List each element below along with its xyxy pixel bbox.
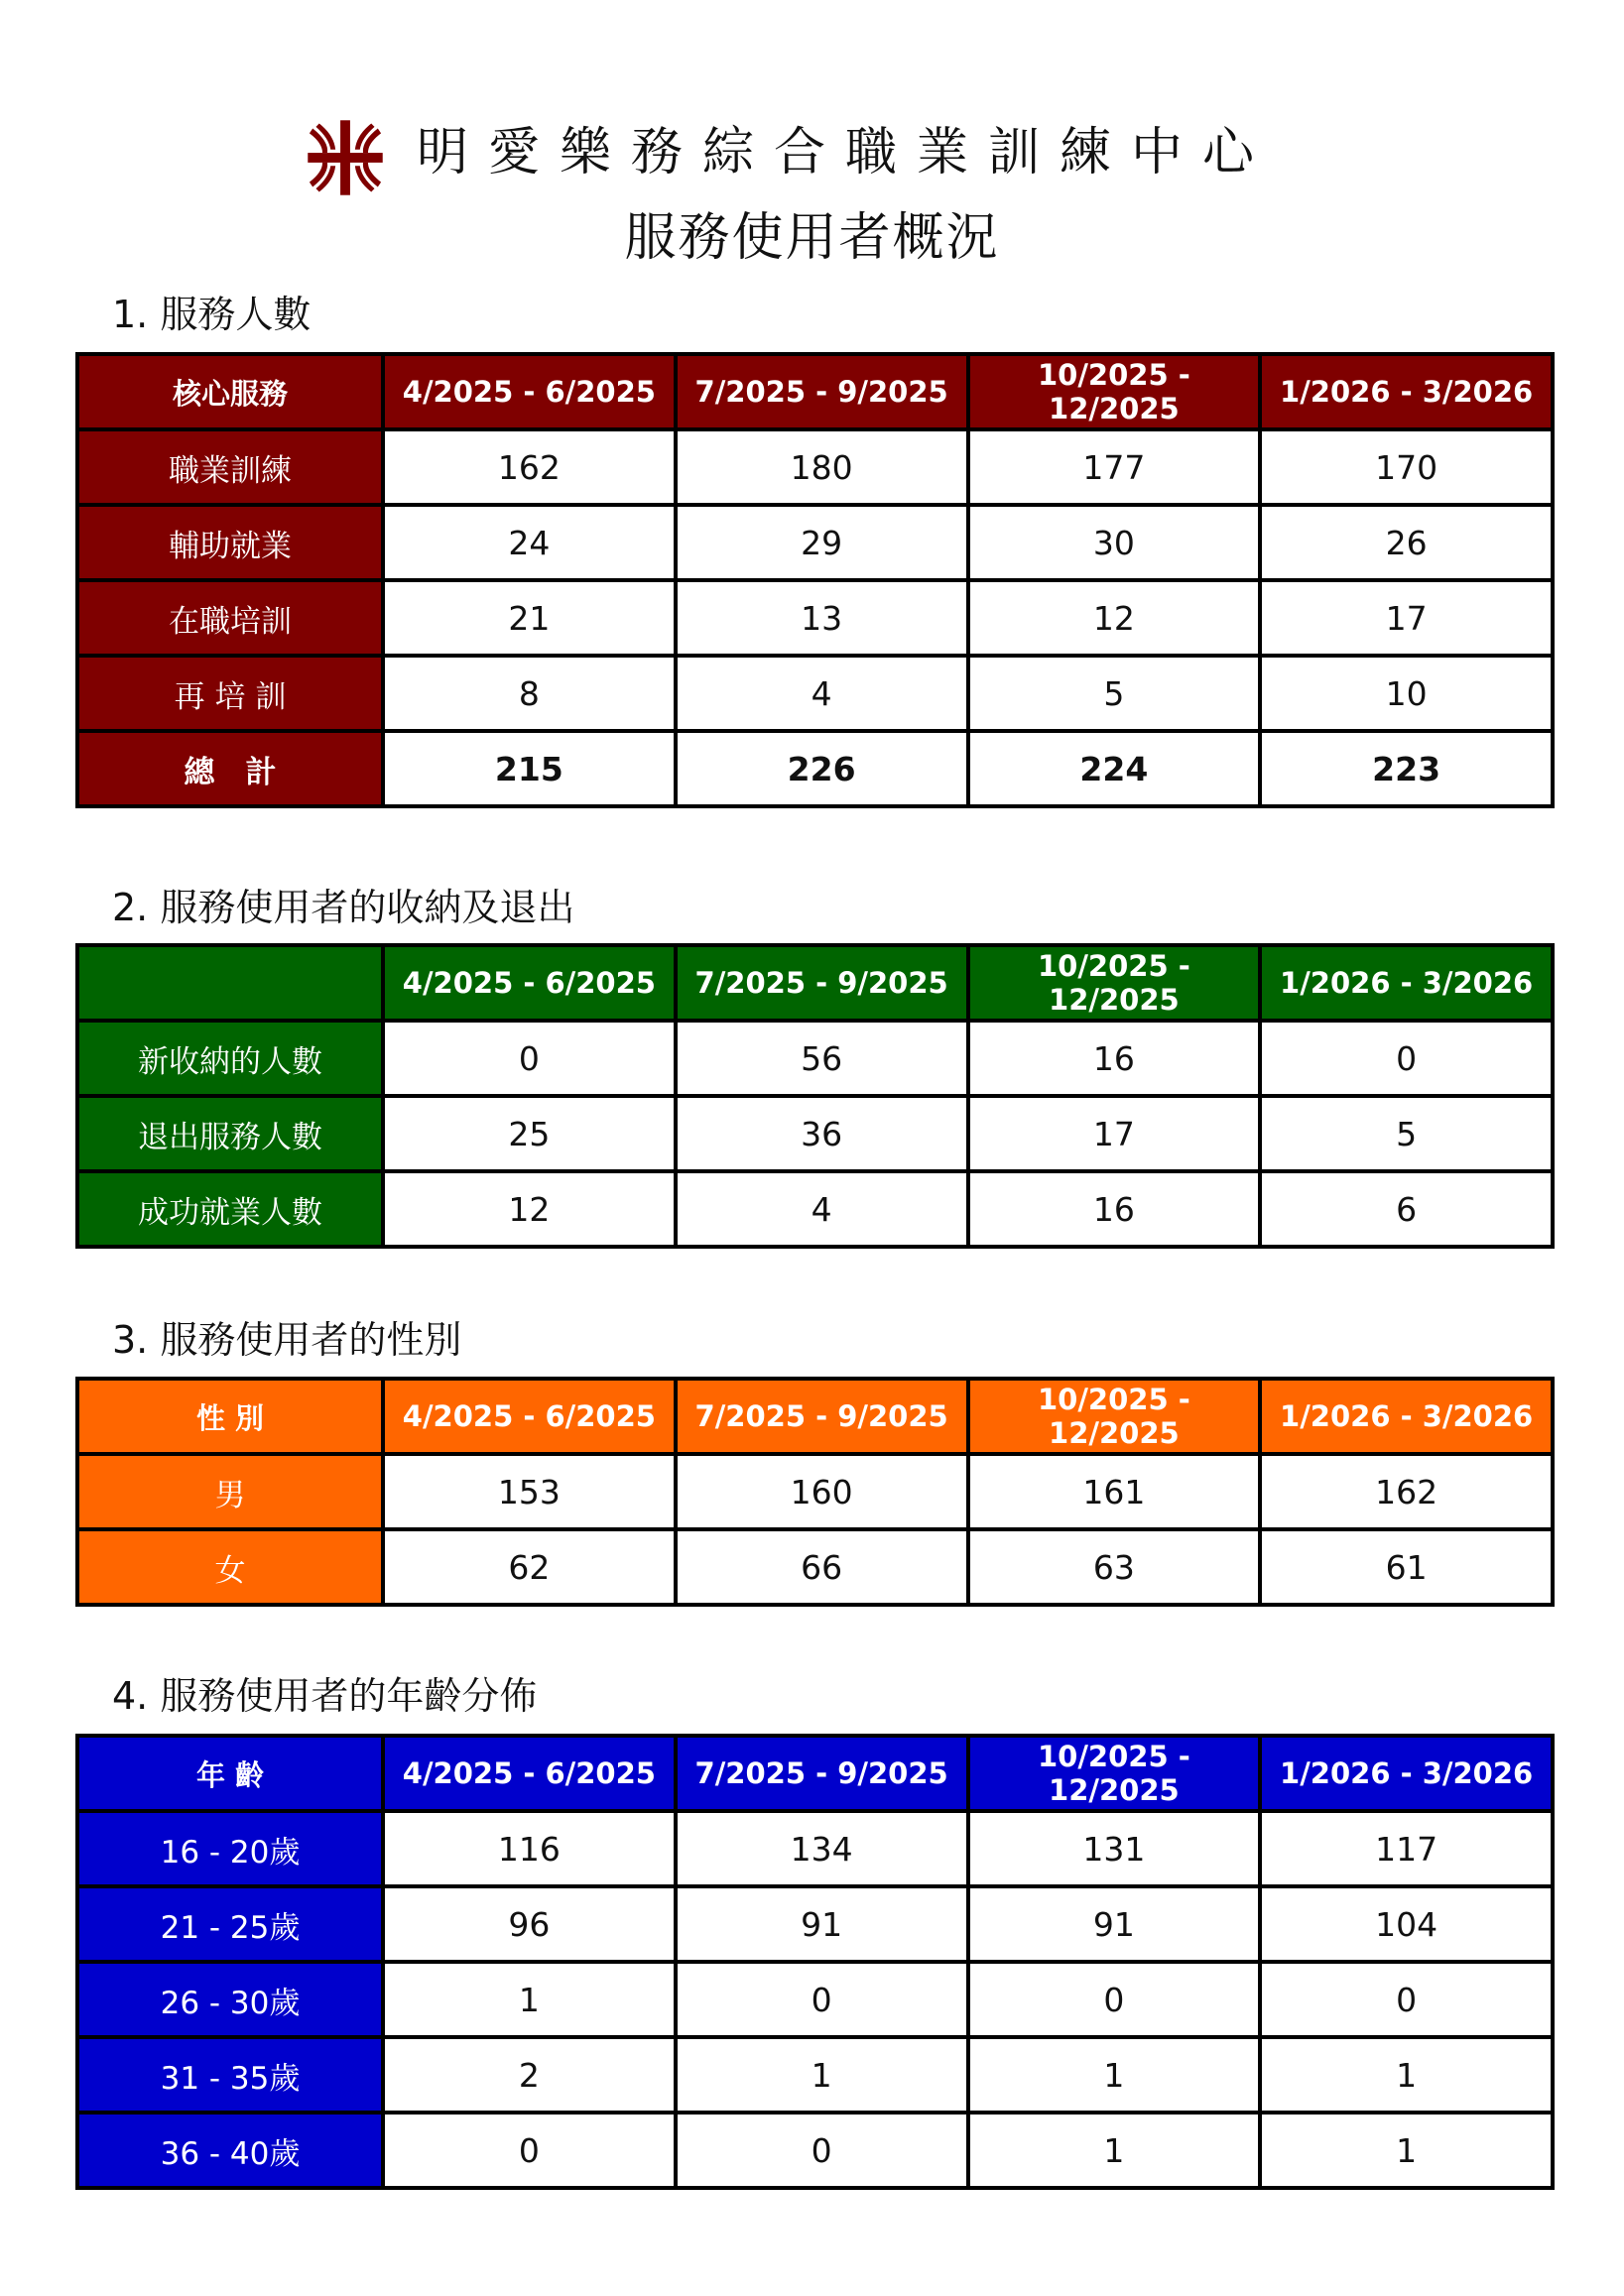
organization-name: 明愛樂務綜合職業訓練中心 (417, 123, 1275, 182)
caritas-logo-icon (305, 117, 386, 198)
table-cell: 162 (1260, 1454, 1553, 1529)
table-cell: 16 (968, 1171, 1261, 1247)
table-cell: 12 (968, 580, 1261, 656)
table-cell: 0 (383, 1021, 676, 1096)
page-header (0, 107, 1624, 315)
table-cell: 4 (676, 1171, 968, 1247)
table-cell: 104 (1260, 1886, 1553, 1962)
table-cell: 134 (676, 1811, 968, 1886)
table-cell: 0 (676, 1962, 968, 2037)
table-cell: 63 (968, 1529, 1261, 1605)
period-header: 1/2026 - 3/2026 (1260, 354, 1553, 429)
period-header: 1/2026 - 3/2026 (1260, 1379, 1553, 1454)
table-cell: 21 (383, 580, 676, 656)
table-cell: 1 (968, 2037, 1261, 2113)
table-cell: 161 (968, 1454, 1261, 1529)
table-cell: 17 (1260, 580, 1553, 656)
section-title-age: 4. 服務使用者的年齡分佈 (112, 1674, 538, 1718)
table-header-row (77, 945, 1553, 1021)
table-cell: 1 (1260, 2037, 1553, 2113)
table-cell: 96 (383, 1886, 676, 1962)
table-row (77, 2037, 1553, 2113)
table-header-row (77, 1379, 1553, 1454)
table-row (77, 1021, 1553, 1096)
period-header: 4/2025 - 6/2025 (383, 945, 676, 1021)
period-header: 4/2025 - 6/2025 (383, 1736, 676, 1811)
row-label: 退出服務人數 (77, 1096, 383, 1171)
table-row (77, 2113, 1553, 2188)
row-label: 輔助就業 (77, 505, 383, 580)
table-cell: 5 (1260, 1096, 1553, 1171)
table-cell: 91 (676, 1886, 968, 1962)
table-row (77, 1886, 1553, 1962)
period-header: 7/2025 - 9/2025 (676, 945, 968, 1021)
table-cell: 180 (676, 429, 968, 505)
table-cell: 117 (1260, 1811, 1553, 1886)
table-cell: 25 (383, 1096, 676, 1171)
table-cell: 1 (1260, 2113, 1553, 2188)
corner-header (77, 945, 383, 1021)
table-header-row (77, 1736, 1553, 1811)
table-cell: 162 (383, 429, 676, 505)
period-header: 10/2025 - 12/2025 (968, 1736, 1261, 1811)
table-row (77, 656, 1553, 731)
table-cell: 0 (1260, 1962, 1553, 2037)
table-cell: 10 (1260, 656, 1553, 731)
table-row (77, 1096, 1553, 1171)
period-header: 7/2025 - 9/2025 (676, 354, 968, 429)
table-cell: 116 (383, 1811, 676, 1886)
gender-table (75, 1377, 1555, 1607)
total-cell: 226 (676, 731, 968, 806)
row-label: 36 - 40歲 (77, 2113, 383, 2188)
row-label: 16 - 20歲 (77, 1811, 383, 1886)
table-row (77, 1962, 1553, 2037)
section-title-gender: 3. 服務使用者的性別 (112, 1318, 462, 1362)
corner-header: 核心服務 (77, 354, 383, 429)
period-header: 10/2025 - 12/2025 (968, 354, 1261, 429)
table-cell: 4 (676, 656, 968, 731)
table-header-row (77, 354, 1553, 429)
period-header: 1/2026 - 3/2026 (1260, 945, 1553, 1021)
service-count-table (75, 352, 1555, 808)
intake-exit-table (75, 943, 1555, 1249)
table-row (77, 1454, 1553, 1529)
table-cell: 12 (383, 1171, 676, 1247)
total-cell: 223 (1260, 731, 1553, 806)
table-cell: 17 (968, 1096, 1261, 1171)
corner-header: 年 齡 (77, 1736, 383, 1811)
table-row (77, 1529, 1553, 1605)
table-cell: 1 (383, 1962, 676, 2037)
table-cell: 1 (968, 2113, 1261, 2188)
row-label: 在職培訓 (77, 580, 383, 656)
table-cell: 16 (968, 1021, 1261, 1096)
period-header: 10/2025 - 12/2025 (968, 945, 1261, 1021)
table-cell: 153 (383, 1454, 676, 1529)
row-label: 男 (77, 1454, 383, 1529)
table-cell: 66 (676, 1529, 968, 1605)
row-label: 再 培 訓 (77, 656, 383, 731)
table-cell: 62 (383, 1529, 676, 1605)
period-header: 1/2026 - 3/2026 (1260, 1736, 1553, 1811)
period-header: 4/2025 - 6/2025 (383, 354, 676, 429)
section-title-intake-exit: 2. 服務使用者的收納及退出 (112, 886, 575, 929)
period-header: 7/2025 - 9/2025 (676, 1379, 968, 1454)
table-cell: 8 (383, 656, 676, 731)
table-cell: 0 (968, 1962, 1261, 2037)
table-total-row (77, 731, 1553, 806)
row-label: 21 - 25歲 (77, 1886, 383, 1962)
table-cell: 24 (383, 505, 676, 580)
age-table (75, 1734, 1555, 2190)
table-cell: 56 (676, 1021, 968, 1096)
table-row (77, 580, 1553, 656)
row-label: 新收納的人數 (77, 1021, 383, 1096)
table-cell: 170 (1260, 429, 1553, 505)
section-title-service-count: 1. 服務人數 (112, 293, 312, 336)
row-label: 31 - 35歲 (77, 2037, 383, 2113)
table-cell: 0 (1260, 1021, 1553, 1096)
total-cell: 224 (968, 731, 1261, 806)
table-cell: 13 (676, 580, 968, 656)
document-title: 服務使用者概況 (624, 208, 1000, 268)
row-label: 26 - 30歲 (77, 1962, 383, 2037)
row-label: 職業訓練 (77, 429, 383, 505)
total-cell: 215 (383, 731, 676, 806)
table-cell: 131 (968, 1811, 1261, 1886)
table-cell: 5 (968, 656, 1261, 731)
table-cell: 177 (968, 429, 1261, 505)
corner-header: 性 別 (77, 1379, 383, 1454)
period-header: 7/2025 - 9/2025 (676, 1736, 968, 1811)
table-row (77, 1171, 1553, 1247)
row-label: 成功就業人數 (77, 1171, 383, 1247)
table-cell: 26 (1260, 505, 1553, 580)
total-label: 總 計 (77, 731, 383, 806)
table-cell: 6 (1260, 1171, 1553, 1247)
table-cell: 160 (676, 1454, 968, 1529)
table-cell: 0 (383, 2113, 676, 2188)
table-cell: 91 (968, 1886, 1261, 1962)
table-cell: 1 (676, 2037, 968, 2113)
table-cell: 2 (383, 2037, 676, 2113)
table-cell: 30 (968, 505, 1261, 580)
table-row (77, 1811, 1553, 1886)
period-header: 10/2025 - 12/2025 (968, 1379, 1261, 1454)
table-row (77, 429, 1553, 505)
table-cell: 29 (676, 505, 968, 580)
table-cell: 36 (676, 1096, 968, 1171)
table-cell: 0 (676, 2113, 968, 2188)
table-row (77, 505, 1553, 580)
row-label: 女 (77, 1529, 383, 1605)
period-header: 4/2025 - 6/2025 (383, 1379, 676, 1454)
table-cell: 61 (1260, 1529, 1553, 1605)
